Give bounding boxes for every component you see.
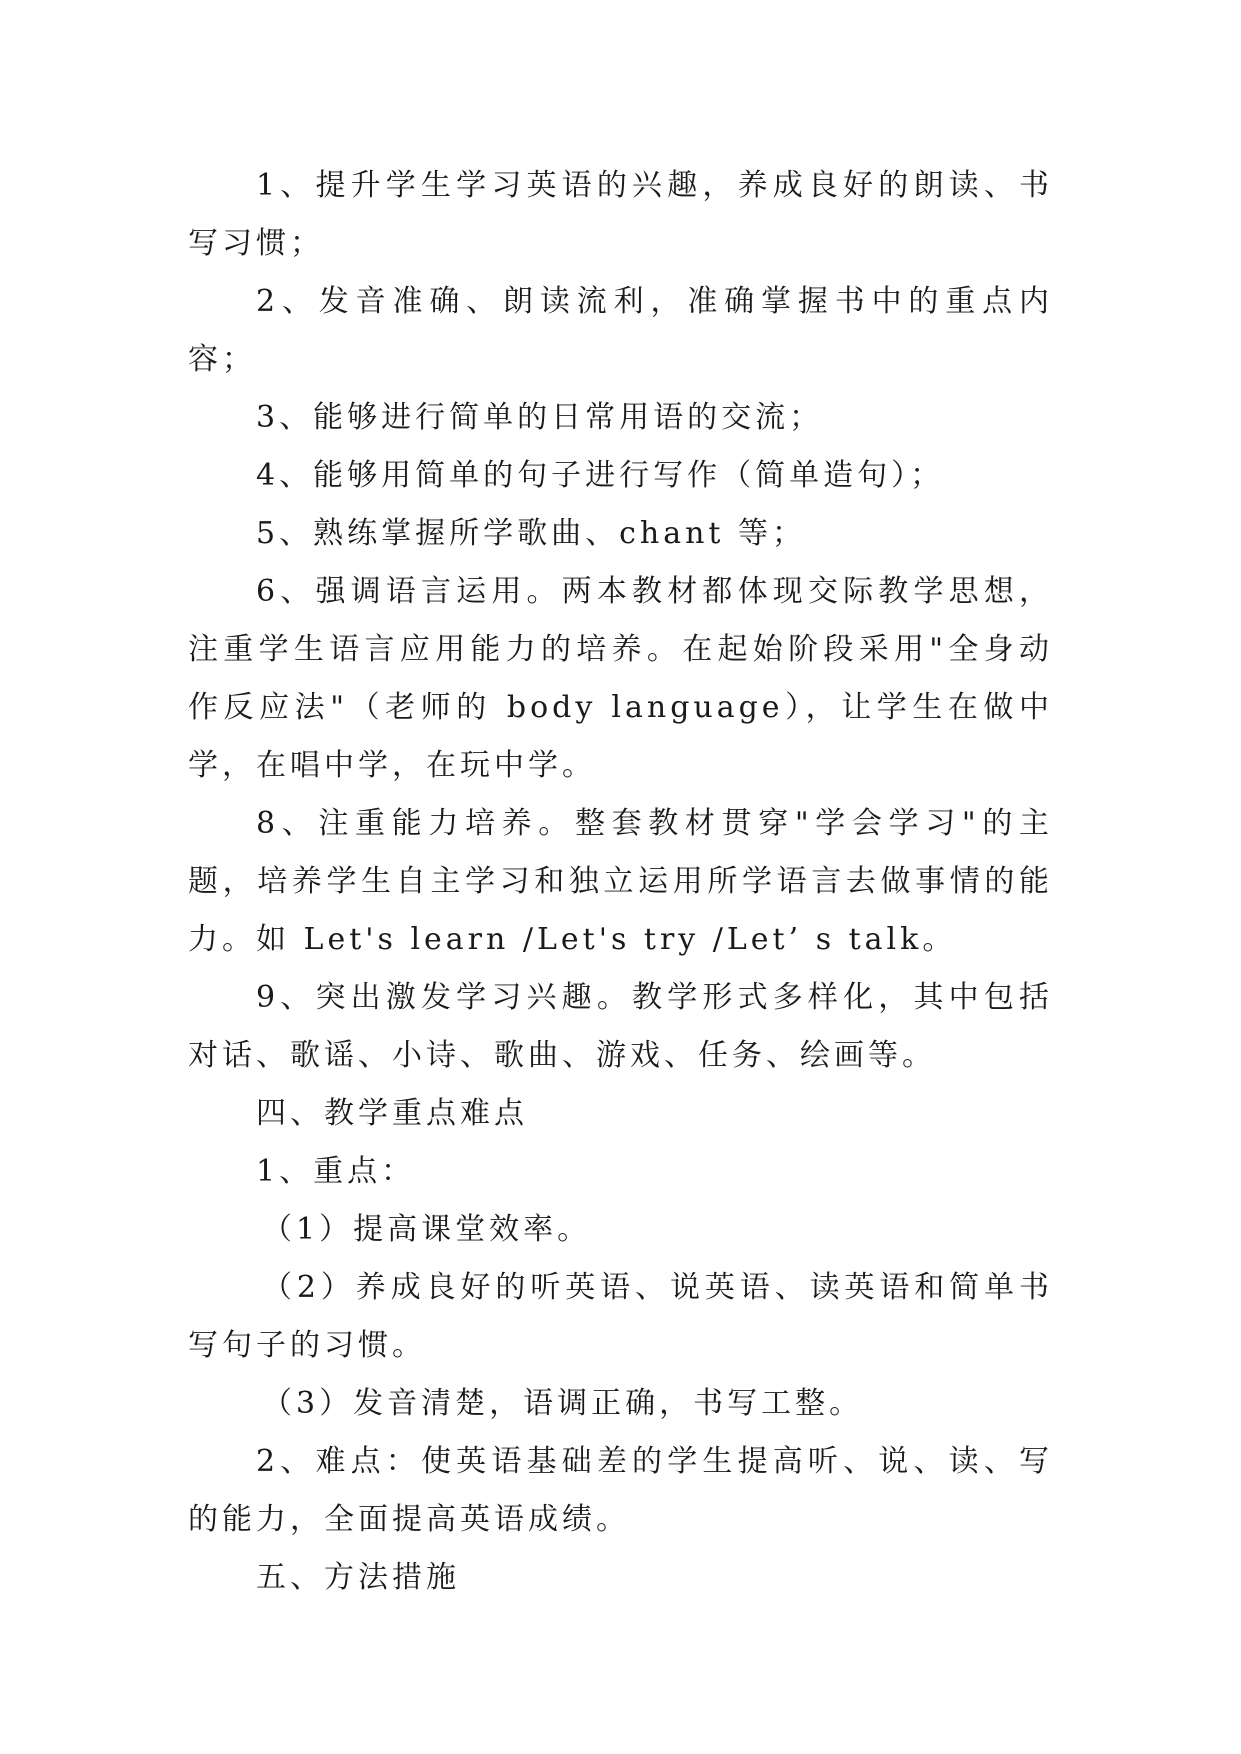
paragraph-goal-1: 1、提升学生学习英语的兴趣，养成良好的朗读、书写习惯；	[188, 168, 1053, 261]
subheading-key-points: 1、重点：	[256, 1154, 416, 1189]
paragraph-goal-3: 3、能够进行简单的日常用语的交流；	[256, 400, 824, 435]
paragraph-difficulties: 2、难点：使英语基础差的学生提高听、说、读、写的能力，全面提高英语成绩。	[188, 1444, 1053, 1537]
paragraph-goal-4: 4、能够用简单的句子进行写作（简单造句）；	[256, 458, 945, 493]
section-heading-methods: 五、方法措施	[256, 1560, 460, 1595]
paragraph-goal-8: 8、注重能力培养。整套教材贯穿"学会学习"的主题，培养学生自主学习和独立运用所学语言去做事情的能力。如 Let's learn /Let's try /Let’ s talk。	[188, 806, 1053, 957]
paragraph-goal-5: 5、熟练掌握所学歌曲、chant 等；	[256, 516, 807, 551]
document-page	[188, 157, 1053, 1607]
paragraph-goal-9: 9、突出激发学习兴趣。教学形式多样化，其中包括对话、歌谣、小诗、歌曲、游戏、任务、绘画等。	[188, 980, 1053, 1073]
paragraph-key-point-2: （2）养成良好的听英语、说英语、读英语和简单书写句子的习惯。	[188, 1270, 1053, 1363]
paragraph-key-point-1: （1）提高课堂效率。	[262, 1212, 592, 1247]
section-heading-key-points: 四、教学重点难点	[256, 1096, 528, 1131]
paragraph-goal-2: 2、发音准确、朗读流利，准确掌握书中的重点内容；	[188, 284, 1053, 377]
paragraph-goal-6: 6、强调语言运用。两本教材都体现交际教学思想，注重学生语言应用能力的培养。在起始阶段采用"全身动作反应法"（老师的 body language），让学生在做中学，在唱中学，在玩中学。	[188, 574, 1053, 783]
paragraph-key-point-3: （3）发音清楚，语调正确，书写工整。	[262, 1386, 864, 1421]
